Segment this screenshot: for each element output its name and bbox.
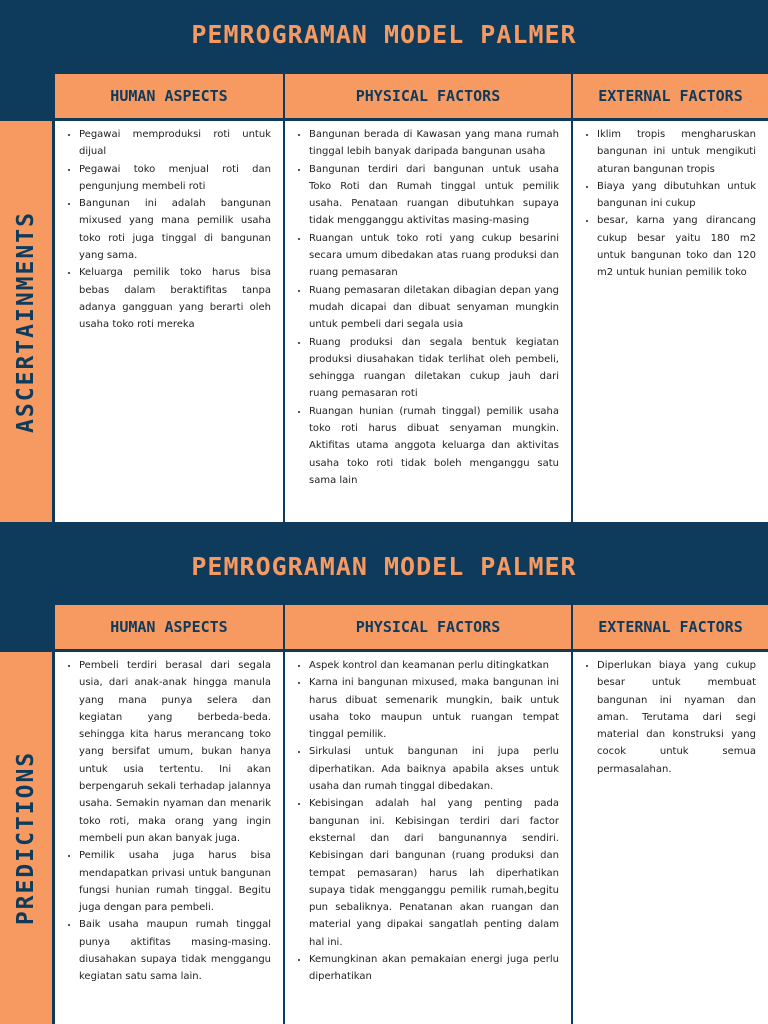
list-item: • Bangunan terdiri dari bangunan untuk usaha Toko Roti dan Rumah tinggal untuk pemilik usaha. Penataan ruangan dibutuhkan supaya tidak mengganggu aktivitas masing-masing [309,161,559,230]
side-label-text: ASCERTAINMENTS [13,210,39,433]
side-label-ascertainments [0,121,52,522]
list-item: • Ruangan untuk toko roti yang cukup besarini secara umum dibedakan atas ruang produksi dan ruang pemasaran [309,230,559,282]
list-item: • Aspek kontrol dan keamanan perlu ditingkatkan [309,657,559,674]
list-item: • Baik usaha maupun rumah tinggal punya aktifitas masing-masing. diusahakan supaya tidak menggangu kegiatan satu sama lain. [79,916,271,985]
section-title: PEMROGRAMAN MODEL PALMER [191,20,577,49]
list-item: • besar, karna yang dirancang cukup besar yaitu 180 m2 untuk bangunan toko dan 120 m2 untuk hunian pemilik toko [597,212,756,281]
cell-external-factors [573,121,768,522]
list-item: • Kebisingan adalah hal yang penting pada bangunan ini. Kebisingan terdiri dari factor eksternal dan dari bangunannya sendiri. Kebisingan dari bangunan (ruang produksi dan tempat pemasaran) harus lah diperhatikan supaya tidak mengganggu pemilik rumah,begitu pun sebaliknya. Penatanan akan ruangan dan material yang dipakai sangatlah penting dalam hal ini. [309,795,559,951]
list-item: • Bangunan ini adalah bangunan mixused yang mana pemilik usaha toko roti juga tinggal di bangunan yang sama. [79,195,271,264]
section-title: PEMROGRAMAN MODEL PALMER [191,552,577,581]
list-item: • Karna ini bangunan mixused, maka bangunan ini harus dibuat semenarik mungkin, baik untuk usaha toko maupun untuk ruangan tempat tinggal pemilik. [309,674,559,743]
list-item: • Diperlukan biaya yang cukup besar untuk membuat bangunan ini nyaman dan aman. Terutama dari segi material dan konstruksi yang cocok untuk semua permasalahan. [597,657,756,778]
cell-physical-factors [285,121,571,522]
list-item: • Pegawai memproduksi roti untuk dijual [79,126,271,161]
list-item: • Keluarga pemilik toko harus bisa bebas dalam beraktifitas tanpa adanya gangguan yang berarti oleh usaha toko roti mereka [79,264,271,333]
list-item: • Pemilik usaha juga harus bisa mendapatkan privasi untuk bangunan fungsi hunian rumah tinggal. Begitu juga dengan para pembeli. [79,847,271,916]
list-item: • Sirkulasi untuk bangunan ini jupa perlu diperhatikan. Ada baiknya apabila akses untuk usaha dan rumah tinggal dibedakan. [309,743,559,795]
cell-physical-factors [285,652,571,1024]
list-item: • Biaya yang dibutuhkan untuk bangunan ini cukup [597,178,756,213]
list-item: • Iklim tropis mengharuskan bangunan ini untuk mengikuti aturan bangunan tropis [597,126,756,178]
palmer-section-predictions [0,532,768,1024]
header-physical-factors: PHYSICAL FACTORS [285,605,571,649]
header-human-aspects: HUMAN ASPECTS [55,605,283,649]
list-item: • Ruangan hunian (rumah tinggal) pemilik usaha toko roti harus dibuat senyaman mungkin. Aktifitas utama anggota keluarga dan aktivitas usaha toko roti tidak boleh menganggu satu sama lain [309,403,559,489]
list-item: • Bangunan berada di Kawasan yang mana rumah tinggal lebih banyak daripada bangunan usaha [309,126,559,161]
side-label-text: PREDICTIONS [13,750,39,926]
list-item: • Ruang produksi dan segala bentuk kegiatan produksi diusahakan tidak terlihat oleh pembeli, sehingga ruangan diletakan cukup jauh dari ruang pemasaran roti [309,334,559,403]
header-external-factors: EXTERNAL FACTORS [573,74,768,118]
header-human-aspects: HUMAN ASPECTS [55,74,283,118]
cell-human-aspects [55,121,283,522]
cell-external-factors [573,652,768,1024]
list-item: • Kemungkinan akan pemakaian energi juga perlu diperhatikan [309,951,559,986]
side-label-predictions [0,652,52,1024]
list-item: • Pegawai toko menjual roti dan pengunjung membeli roti [79,161,271,196]
cell-human-aspects [55,652,283,1024]
list-item: • Ruang pemasaran diletakan dibagian depan yang mudah dicapai dan dibuat senyaman mungkin untuk pembeli dari segala usia [309,282,559,334]
list-item: • Pembeli terdiri berasal dari segala usia, dari anak-anak hingga manula yang mana punya selera dan kegiatan yang berbeda-beda. sehingga kita harus merancang toko yang bersifat umum, bukan hanya untuk usia tertentu. Ini akan berpengaruh sekali terhadap jalannya usaha. Semakin nyaman dan menarik toko roti, maka orang yang ingin membeli pun akan banyak juga. [79,657,271,847]
header-external-factors: EXTERNAL FACTORS [573,605,768,649]
header-physical-factors: PHYSICAL FACTORS [285,74,571,118]
